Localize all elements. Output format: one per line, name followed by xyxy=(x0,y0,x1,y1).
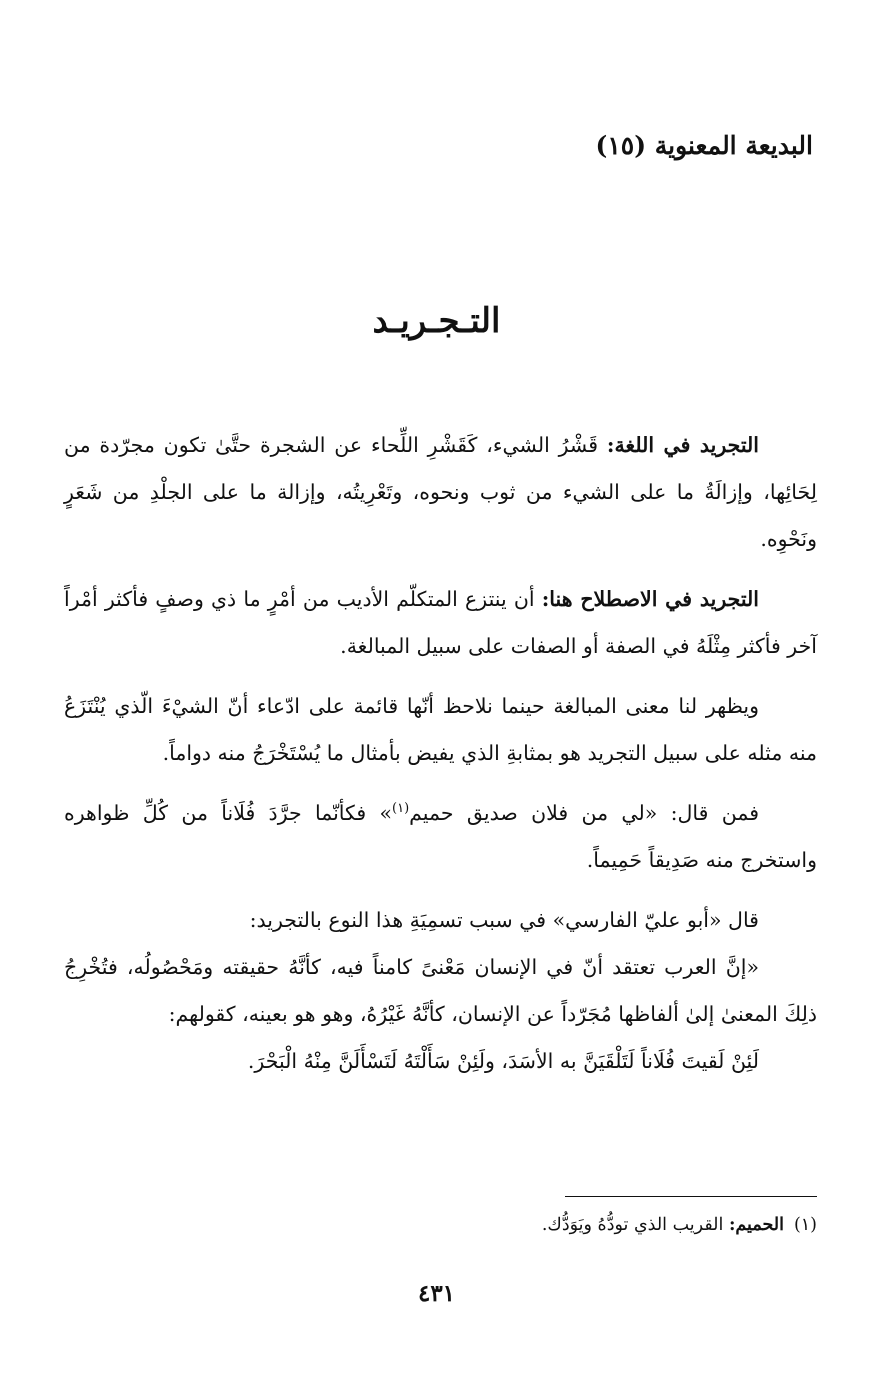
paragraph-technical-definition xyxy=(64,576,817,670)
paragraph-text: قَشْرُ الشيء، كَقَشْرِ اللِّحاء عن الشجرة حتَّىٰ تكون مجرّدة من لِحَائِها، وإزالَةُ ما على الشيء من ثوب ونحوه، وتَعْرِيتُه، وإزالة ما على الجلْدِ من شَعَرٍ ونَحْوِه. xyxy=(64,433,817,551)
paragraph-quote-intro xyxy=(64,897,817,944)
footnote-separator xyxy=(565,1196,817,1197)
paragraph-text: «إنَّ العرب تعتقد أنّ في الإنسان مَعْنىً كامناً فيه، كأنَّهُ حقيقته ومَحْصُولُه، فتُخْرِجُ ذلِكَ المعنىٰ إلىٰ ألفاظها مُجَرّداً عن الإنسان، كأنَّهُ غَيْرُهُ، وهو هو بعينه، كقولهم: xyxy=(64,955,817,1026)
paragraph-lead: التجريد في اللغة: xyxy=(606,433,759,457)
paragraph-quote xyxy=(64,944,817,1038)
paragraph-hyperbole xyxy=(64,683,817,777)
quoted-saying: لَئِنْ لَقيتَ فُلَاناً لَتَلْقَيَنَّ به الأسَدَ، ولَئِنْ سَأَلْتَهُ لَتَسْأَلَنَّ مِنْهُ الْبَحْرَ. xyxy=(247,1049,759,1073)
section-title: التـجـريـد xyxy=(372,301,501,341)
paragraph-lexical-definition xyxy=(64,422,817,563)
body-text xyxy=(64,422,817,1098)
paragraph-example xyxy=(64,790,817,884)
page-number: ٤٣١ xyxy=(417,1280,456,1307)
paragraph-lead: التجريد في الاصطلاح هنا: xyxy=(541,587,759,611)
paragraph-text: » فكأنّما جرَّدَ فُلَاناً من كُلِّ ظواهره واستخرج منه صَدِيقاً حَمِيماً. xyxy=(64,801,817,872)
paragraph-text: قال «أبو عليّ الفارسي» في سبب تسمِيَةِ هذا النوع بالتجريد: xyxy=(249,908,759,932)
footnote xyxy=(257,1208,817,1242)
paragraph-text: ويظهر لنا معنى المبالغة حينما نلاحظ أنّها قائمة على ادّعاء أنّ الشيْءَ الّذي يُنْتَزَعُ منه مثله على سبيل التجريد هو بمثابةِ الذي يفيض بأمثال ما يُسْتَخْرَجُ منه دواماً. xyxy=(64,694,817,765)
paragraph-text: أن ينتزع المتكلّم الأديب من أمْرٍ ما ذي وصفٍ فأكثر أمْراً آخر فأكثر مِثْلَهُ في الصفة أو الصفات على سبيل المبالغة. xyxy=(64,587,817,658)
footnote-text: القريب الذي تودُّهُ ويَوَدُّك. xyxy=(541,1215,729,1235)
footnote-term: الحميم: xyxy=(728,1215,784,1235)
running-header: البديعة المعنوية (١٥) xyxy=(595,131,813,160)
footnote-reference[interactable]: (١) xyxy=(392,801,410,817)
footnote-number: (١) xyxy=(793,1215,817,1235)
paragraph-text: فمن قال: «لي من فلان صديق حميم xyxy=(409,801,759,825)
